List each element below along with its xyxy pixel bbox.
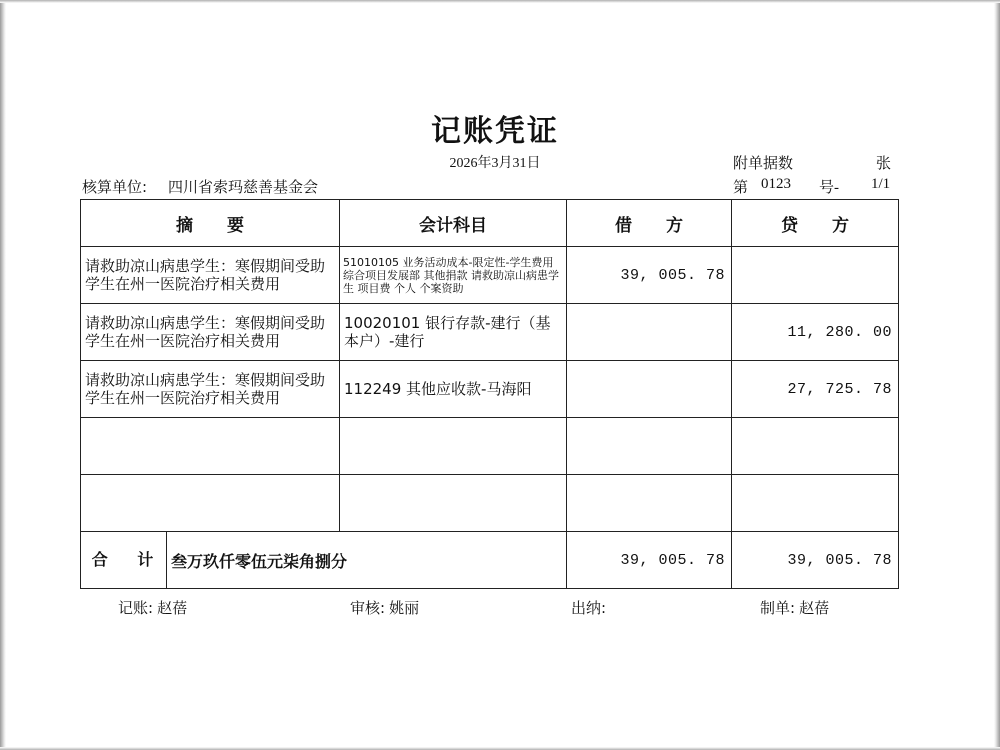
row-debit	[567, 304, 732, 361]
bookkeeper-name: 赵蓓	[157, 599, 188, 617]
cashier-label: 出纳:	[571, 599, 607, 617]
total-debit: 39, 005. 78	[567, 532, 732, 589]
row-summary	[81, 475, 340, 532]
auditor-name: 姚丽	[389, 599, 420, 617]
scan-edge-top	[0, 0, 1000, 3]
row-account	[340, 247, 567, 304]
voucher-number-prefix: 第	[733, 180, 749, 196]
voucher-page: 1/1	[871, 176, 891, 192]
header-credit: 贷 方	[732, 200, 899, 247]
row-debit	[567, 361, 732, 418]
total-label: 合 计	[81, 532, 167, 588]
table-row	[81, 247, 899, 304]
total-row	[81, 532, 899, 589]
row-account	[340, 361, 567, 418]
table-row	[81, 304, 899, 361]
row-summary	[81, 361, 340, 418]
row-summary	[81, 304, 340, 361]
total-credit: 39, 005. 78	[732, 532, 899, 589]
table-row-empty	[81, 418, 899, 475]
row-credit: 27, 725. 78	[732, 361, 899, 418]
accounting-unit-name: 四川省索玛慈善基金会	[168, 178, 319, 196]
table-row-empty	[81, 475, 899, 532]
header-debit: 借 方	[567, 200, 732, 247]
accounting-unit-label: 核算单位:	[82, 178, 148, 196]
scan-edge-left	[0, 0, 6, 750]
preparer-label: 制单:	[760, 599, 796, 617]
row-account	[340, 475, 567, 532]
row-summary-text: 请救助凉山病患学生：寒假期间受助学生在州一医院治疗相关费用	[85, 314, 326, 350]
row-summary-text: 请救助凉山病患学生：寒假期间受助学生在州一医院治疗相关费用	[85, 371, 326, 407]
footer-cashier	[571, 597, 610, 618]
attachments-unit: 张	[876, 154, 892, 172]
footer-preparer	[760, 597, 829, 618]
voucher-number-suffix: 号-	[819, 180, 839, 196]
attachments-label: 附单据数	[733, 154, 794, 172]
footer-auditor	[350, 597, 419, 618]
row-credit	[732, 475, 899, 532]
preparer-name: 赵蓓	[799, 599, 830, 617]
voucher-title: 记账凭证	[431, 114, 559, 149]
row-debit	[567, 418, 732, 475]
bookkeeper-label: 记账:	[118, 599, 154, 617]
row-account-text: 51010105 业务活动成本-限定性-学生费用 综合项目发展部 其他捐款 请救助凉山病患学生 项目费 个人 个案资助	[343, 255, 559, 295]
row-account	[340, 418, 567, 475]
row-debit: 39, 005. 78	[567, 247, 732, 304]
row-account-text: 10020101 银行存款-建行（基本户）-建行	[344, 314, 551, 350]
row-debit	[567, 475, 732, 532]
header-summary: 摘 要	[81, 200, 340, 247]
table-header-row	[81, 200, 899, 247]
footer-bookkeeper	[118, 597, 187, 618]
row-credit	[732, 418, 899, 475]
row-account	[340, 304, 567, 361]
auditor-label: 审核:	[350, 599, 386, 617]
row-summary	[81, 247, 340, 304]
row-summary-text: 请救助凉山病患学生：寒假期间受助学生在州一医院治疗相关费用	[85, 257, 326, 293]
total-cell	[81, 532, 567, 589]
voucher-number-value: 0123	[761, 176, 791, 192]
row-account-text: 112249 其他应收款-马海阳	[344, 380, 532, 398]
table-row	[81, 361, 899, 418]
voucher-date: 2026年3月31日	[449, 156, 541, 171]
row-credit: 11, 280. 00	[732, 304, 899, 361]
scan-edge-right	[994, 0, 1000, 750]
header-account: 会计科目	[340, 200, 567, 247]
voucher-table	[80, 199, 899, 589]
row-summary	[81, 418, 340, 475]
row-credit	[732, 247, 899, 304]
total-amount-in-words: 叁万玖仟零伍元柒角捌分	[171, 551, 348, 571]
